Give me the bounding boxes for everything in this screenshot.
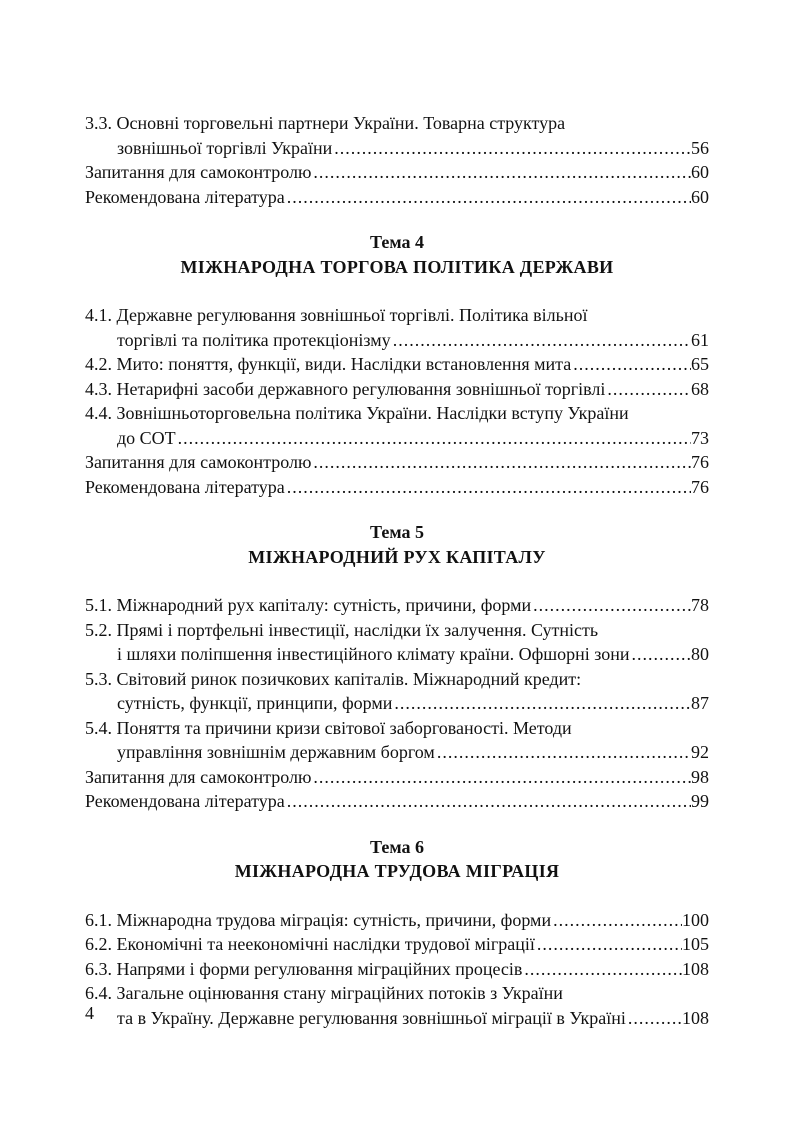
toc-entry-text: і шляхи поліпшення інвестиційного клімату країни. Офшорні зони (117, 644, 630, 664)
toc-entry-text: 5.3. Світовий ринок позичкових капіталів. Міжнародний кредит: (85, 668, 582, 689)
dot-leader (176, 426, 691, 451)
toc-entry-text: 4.4. Зовнішньоторговельна політика України. Наслідки вступу України (85, 403, 629, 423)
toc-entry-text: 3.3. Основні торговельні партнери України. Товарна структура (85, 113, 566, 133)
toc-entry-literature-5 (85, 789, 709, 814)
topic-label: Тема 4 (370, 232, 424, 252)
toc-entry-6-1 (85, 908, 709, 933)
dot-leader (630, 642, 691, 667)
dot-leader (311, 160, 691, 185)
toc-entry-4-4 (85, 401, 709, 450)
toc-entry-questions-5 (85, 765, 709, 790)
toc-page-number: 68 (691, 378, 709, 399)
toc-entry-4-3 (85, 377, 709, 402)
dot-leader (392, 691, 691, 716)
toc-entry-4-1 (85, 303, 709, 352)
toc-entry-text: 6.4. Загальне оцінювання стану міграційних потоків з України (85, 983, 563, 1003)
toc-page-number: 78 (691, 595, 709, 615)
toc-entry-text: 4.2. Мито: поняття, функції, види. Наслідки встановлення мита (85, 354, 572, 374)
toc-entry-text: торгівлі та політика протекціонізму (117, 329, 391, 350)
topic-label: Тема 6 (370, 836, 424, 857)
dot-leader (522, 957, 682, 982)
toc-entry-text: до СОТ (117, 427, 176, 448)
dot-leader (551, 908, 682, 933)
toc-entry-4-2 (85, 352, 709, 377)
dot-leader (571, 352, 691, 377)
toc-entry-text: Рекомендована література (85, 186, 285, 207)
topic-title: МІЖНАРОДНА ТРУДОВА МІГРАЦІЯ (234, 861, 560, 881)
toc-page-number: 105 (682, 934, 709, 954)
toc-entry-questions-3 (85, 160, 709, 185)
toc-page-number: 61 (691, 329, 709, 350)
toc-entry-text: 6.3. Напрями і форми регулювання міграційних процесів (85, 958, 523, 979)
dot-leader (535, 932, 682, 957)
dot-leader (531, 593, 691, 618)
toc-entry-literature-4 (85, 475, 709, 500)
toc-entry-text: 5.2. Прямі і портфельні інвестиції, наслідки їх залучення. Сутність (85, 619, 599, 640)
dot-leader (391, 328, 691, 353)
toc-entry-5-3 (85, 667, 709, 716)
dot-leader (285, 475, 691, 500)
toc-page-number: 65 (691, 354, 709, 374)
toc-entry-5-2 (85, 618, 709, 667)
page-number: 4 (85, 1003, 94, 1023)
topic-6-heading (85, 835, 709, 884)
toc-page-number: 98 (691, 766, 709, 787)
toc-entry-text: Запитання для самоконтролю (85, 162, 312, 182)
toc-page-number: 108 (682, 958, 709, 979)
dot-leader (285, 789, 691, 814)
table-of-contents (85, 111, 709, 1030)
toc-entry-questions-4 (85, 450, 709, 475)
topic-title: МІЖНАРОДНА ТОРГОВА ПОЛІТИКА ДЕРЖАВИ (180, 256, 614, 277)
dot-leader (626, 1006, 682, 1031)
dot-leader (311, 450, 691, 475)
toc-entry-text: Запитання для самоконтролю (85, 766, 312, 787)
dot-leader (435, 740, 691, 765)
toc-entry-text: управління зовнішнім державним боргом (117, 742, 435, 762)
dot-leader (332, 136, 691, 161)
toc-entry-text: 4.1. Державне регулювання зовнішньої торгівлі. Політика вільної (85, 305, 588, 325)
toc-page-number: 56 (691, 137, 709, 158)
dot-leader (311, 765, 691, 790)
toc-entry-text: 6.2. Економічні та неекономічні наслідки трудової міграції (85, 934, 535, 954)
dot-leader (285, 185, 691, 210)
toc-page-number: 99 (691, 791, 709, 811)
toc-entry-literature-3 (85, 185, 709, 210)
toc-entry-text: 5.1. Міжнародний рух капіталу: сутність, причини, форми (85, 595, 532, 615)
topic-4-heading (85, 230, 709, 279)
toc-page-number: 76 (691, 452, 709, 472)
topic-title: МІЖНАРОДНИЙ РУХ КАПІТАЛУ (248, 546, 546, 567)
toc-entry-5-4 (85, 716, 709, 765)
toc-entry-3-3 (85, 111, 709, 160)
toc-entry-text: зовнішньої торгівлі України (117, 137, 333, 158)
toc-page-number: 60 (691, 186, 709, 207)
toc-entry-text: 6.1. Міжнародна трудова міграція: сутність, причини, форми (85, 909, 552, 930)
toc-entry-6-2 (85, 932, 709, 957)
toc-entry-text: Рекомендована література (85, 476, 285, 497)
toc-entry-text: Запитання для самоконтролю (85, 452, 312, 472)
toc-entry-6-3 (85, 957, 709, 982)
toc-entry-text: та в Україну. Державне регулювання зовнішньої міграції в Україні (117, 1007, 626, 1028)
topic-label: Тема 5 (370, 522, 424, 542)
toc-page-number: 80 (691, 644, 709, 664)
toc-page-number: 73 (691, 427, 709, 448)
dot-leader (605, 377, 691, 402)
topic-5-heading (85, 520, 709, 569)
toc-entry-6-4 (85, 981, 709, 1030)
toc-page-number: 108 (682, 1007, 709, 1028)
toc-page-number: 100 (682, 909, 709, 930)
toc-page-number: 76 (691, 476, 709, 497)
toc-entry-5-1 (85, 593, 709, 618)
toc-entry-text: Рекомендована література (85, 791, 285, 811)
toc-page-number: 92 (691, 742, 709, 762)
toc-page-number: 87 (691, 693, 709, 713)
toc-entry-text: 5.4. Поняття та причини кризи світової заборгованості. Методи (85, 717, 572, 738)
toc-entry-text: 4.3. Нетарифні засоби державного регулювання зовнішньої торгівлі (85, 378, 606, 399)
toc-page-number: 60 (691, 162, 709, 182)
toc-entry-text: сутність, функції, принципи, форми (117, 693, 393, 713)
